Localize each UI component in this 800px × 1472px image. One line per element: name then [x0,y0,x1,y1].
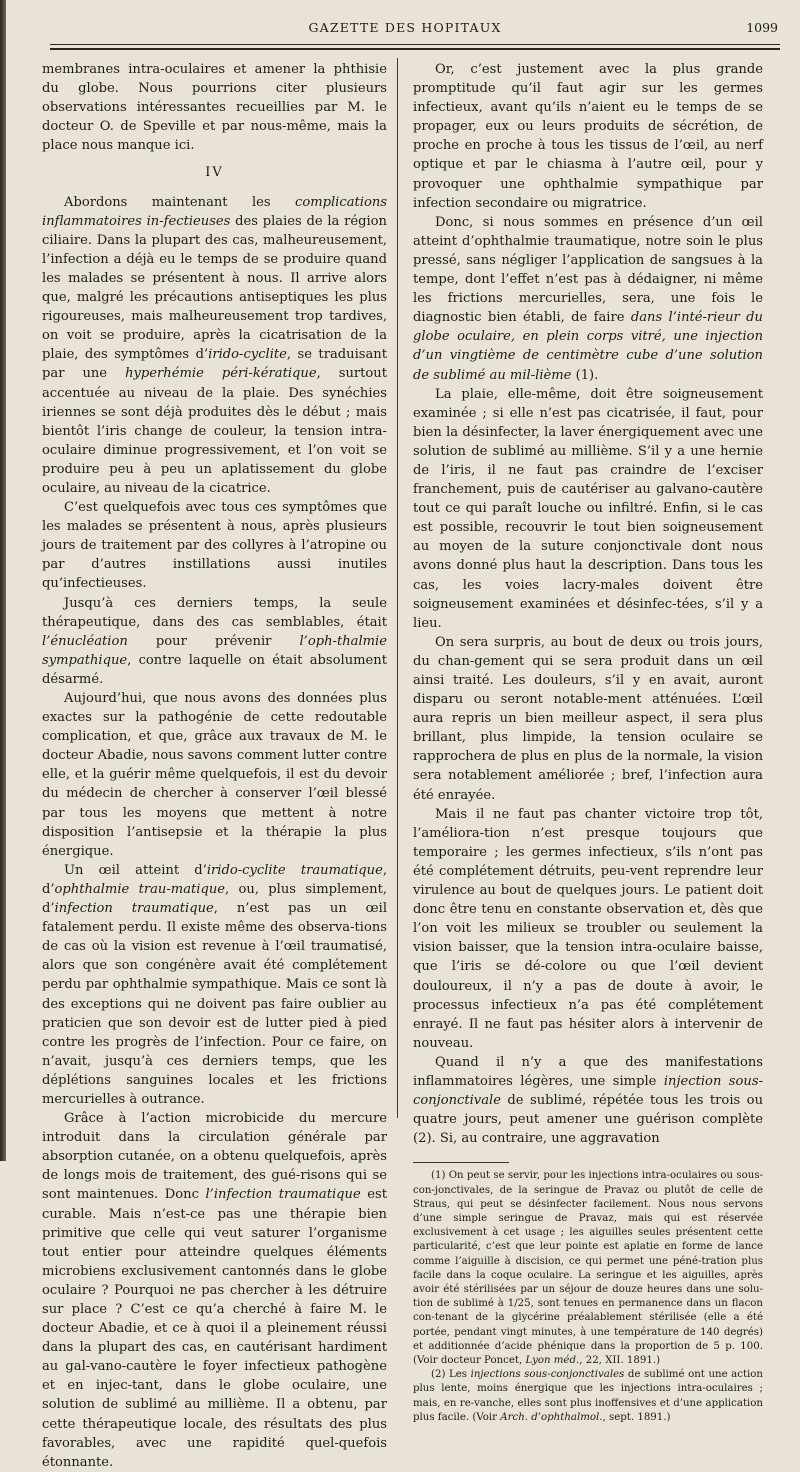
paragraph: Abordons maintenant les complications inflammatoires in-fectieuses des plaies de la région ciliaire. Dans la plupart des cas, malheureusement, l’infection a déjà eu le temps de se produire quand les malades se présentent à nous. Il arrive alors que, malgré les précautions antiseptiques les plus rigoureuses, mais malheureusement trop tardives, on voit se produire, après la cicatrisation de la plaie, des symptômes d’irido-cyclite, se traduisant par une hyperhémie péri-kératique, surtout accentuée au niveau de la plaie. Des synéchies iriennes se sont déjà produites dès le début ; mais bientôt l’iris change de couleur, la tension intra-oculaire diminue progressivement, et l’on voit se produire peu à peu un aplatissement du globe oculaire, au niveau de la cicatrice. [42,194,388,496]
paragraph: Quand il n’y a que des manifestations inflammatoires légères, une simple injection sous-conjonctivale de sublimé, répétée tous les trois ou quatre jours, peut amener une guérison complète (2). Si, au contraire, une aggravation [413,1054,763,1147]
paragraph: Grâce à l’action microbicide du mercure introduit dans la circulation générale par absorption cutanée, on a obtenu quelquefois, après de longs mois de traitement, des gué-risons qui se sont maintenues. Donc l’infection traumatique est curable. Mais n’est-ce pas une thérapie bien primitive que celle qui veut saturer l’organisme tout entier pour atteindre quelques éléments microbiens exclusivement cantonnés dans le globe oculaire ? Pourquoi ne pas chercher à les détruire sur place ? C’est ce qu’a cherché à faire M. le docteur Abadie, et ce à quoi il a pleinement réussi dans la plupart des cas, en cautérisant hardiment au gal-vano-cautère le foyer infectieux pathogène et en injec-tant, dans le globe oculaire, une solution de sublimé au millième. Il a obtenu, par cette thérapeutique locale, des résultats des plus favorables, avec une rapidité quel-quefois étonnante. [42,1111,388,1470]
paragraph: Mais il ne faut pas chanter victoire trop tôt, l’améliora-tion n’est presque toujours que temporaire ; les germes infectieux, s’ils n’ont pas été complétement détruits, peu-vent reprendre leur virulence au bout de quelques jours. Le patient doit donc être tenu en constante observation et, dès que l’on voit les milieux se troubler ou seulement la vision baisser, que la tension intra-oculaire baisse, que l’iris se dé-colore ou que l’œil devient douloureux, il n’y a pas de doute à avoir, le processus infectieux n’a pas été complétement enrayé. Il ne faut pas hésiter alors à intervenir de nouveau. [413,806,763,1051]
paragraph: Aujourd’hui, que nous avons des données plus exactes sur la pathogénie de cette redoutable complication, et que, grâce aux travaux de M. le docteur Abadie, nous savons comment lutter contre elle, et la guérir même quelquefois, il est du devoir du médecin de chercher à conserver l’œil blessé par tous les moyens que mettent à notre disposition l’antisepsie et la thérapie la plus énergique. [42,691,387,859]
right-column [413,60,763,1425]
paragraph: Or, c’est justement avec la plus grande promptitude qu’il faut agir sur les germes infectieux, avant qu’ils n’aient eu le temps de se propager, eux ou leurs produits de sécrétion, de proche en proche à tous les tissus de l’œil, au nerf optique et par le chiasma à l’autre œil, pour y provoquer une ophthalmie sympathique par infection secondaire ou migratrice. [413,62,763,211]
section-heading: IV [205,165,224,181]
paragraph: membranes intra-oculaires et amener la phthisie du globe. Nous pourrions citer plusieurs observations intéressantes recueillies par M. le docteur O. de Speville et par nous-même, mais la place nous manque ici. [42,62,387,154]
paragraph: Un œil atteint d’irido-cyclite traumatique, d’ophthalmie trau-matique, ou, plus simplement, d’infection traumatique, n’est pas un œil fatalement perdu. Il existe même des observa-tions de cas où la vision est revenue à l’œil traumatisé, alors que son congénère avait été complétement perdu par ophthalmie sympathique. Mais ce sont là des exceptions qui ne doivent pas faire oublier au praticien que son devoir est de lutter pied à pied contre les progrès de l’infection. Pour ce faire, on n’avait, jusqu’à ces derniers temps, que les déplétions sanguines locales et les frictions mercurielles à outrance. [42,862,388,1107]
scan-edge [0,0,6,1161]
paragraph: C’est quelquefois avec tous ces symptômes que les malades se présentent à nous, après plusieurs jours de traitement par des collyres à l’atropine ou par d’autres instillations aussi inutiles qu’infectieuses. [42,500,387,592]
left-column [42,60,387,1472]
paragraph: Jusqu’à ces derniers temps, la seule thérapeutique, dans des cas semblables, était l’énucléation pour prévenir l’oph-thalmie sympathique, contre laquelle on était absolument désarmé. [42,595,387,687]
footnotes [413,1169,763,1425]
page-header [22,0,788,44]
header-rule-thick [50,48,780,50]
running-title: GAZETTE DES HOPITAUX [308,20,502,35]
paragraph: La plaie, elle-même, doit être soigneusement examinée ; si elle n’est pas cicatrisée, il faut, pour bien la désinfecter, la laver énergiquement avec une solution de sublimé au millième. S’il y a une hernie de l’iris, il ne faut pas craindre de l’exciser franchement, puis de cautériser au galvano-cautère tout ce qui paraît louche ou infiltré. Enfin, si le cas est possible, recouvrir le tout bien soigneusement au moyen de la suture conjonctivale dont nous avons donné plus haut la description. Dans tous les cas, les voies lacry-males doivent être soigneusement examinées et désinfec-tées, s’il y a lieu. [413,386,763,631]
footnote-2: (2) Les injections sous-conjonctivales de sublimé ont une action plus lente, moins énergique que les injections intra-oculaires ; mais, en re-vanche, elles sont plus inoffensives et d’une application plus facile. (Voir Arch. d’ophthalmol., sept. 1891.) [413,1369,763,1423]
footnote-1: (1) On peut se servir, pour les injections intra-oculaires ou sous-con-jonctivales, de la seringue de Pravaz ou plutôt de celle de Straus, qui peut se désinfecter facilement. Nous nous servons d’une simple seringue de Pravaz, mais qui est réservée exclusivement à cet usage ; les aiguilles seules présentent cette particularité, c’est que leur pointe est aplatie en forme de lance comme l’aiguille à discision, ce qui permet une péné-tration plus facile dans la coque oculaire. La seringue et les aiguilles, après avoir été stérilisées par un séjour de douze heures dans une solu-tion de sublimé à 1/25, sont tenues en permanence dans un flacon con-tenant de la glycérine préalablement stérilisée (elle a été portée, pendant vingt minutes, à une température de 140 degrés) et additionnée d’acide phénique dans la proportion de 5 p. 100. (Voir docteur Poncet, Lyon méd., 22, XII. 1891.) [413,1170,763,1366]
paragraph: Donc, si nous sommes en présence d’un œil atteint d’ophthalmie traumatique, notre soin le plus pressé, sans négliger l’application de sangsues à la tempe, dont l’effet n’est pas à dédaigner, ni même les frictions mercurielles, sera, une fois le diagnostic bien établi, de faire dans l’inté-rieur du globe oculaire, en plein corps vitré, une injection d’un vingtième de centimètre cube d’une solution de sublimé au mil-lième (1). [413,214,763,383]
footnote-separator [413,1162,509,1163]
paragraph: On sera surpris, au bout de deux ou trois jours, du chan-gement qui se sera produit dans un œil ainsi traité. Les douleurs, s’il y en avait, auront disparu ou seront notable-ment atténuées. L’œil aura repris un bien meilleur aspect, il sera plus brillant, plus limpide, la tension oculaire se rapprochera de plus en plus de la normale, la vision sera notablement améliorée ; bref, l’infection aura été enrayée. [413,634,763,803]
page-number: 1099 [746,20,778,35]
column-divider [397,58,398,1118]
header-rule-thin [50,44,780,45]
